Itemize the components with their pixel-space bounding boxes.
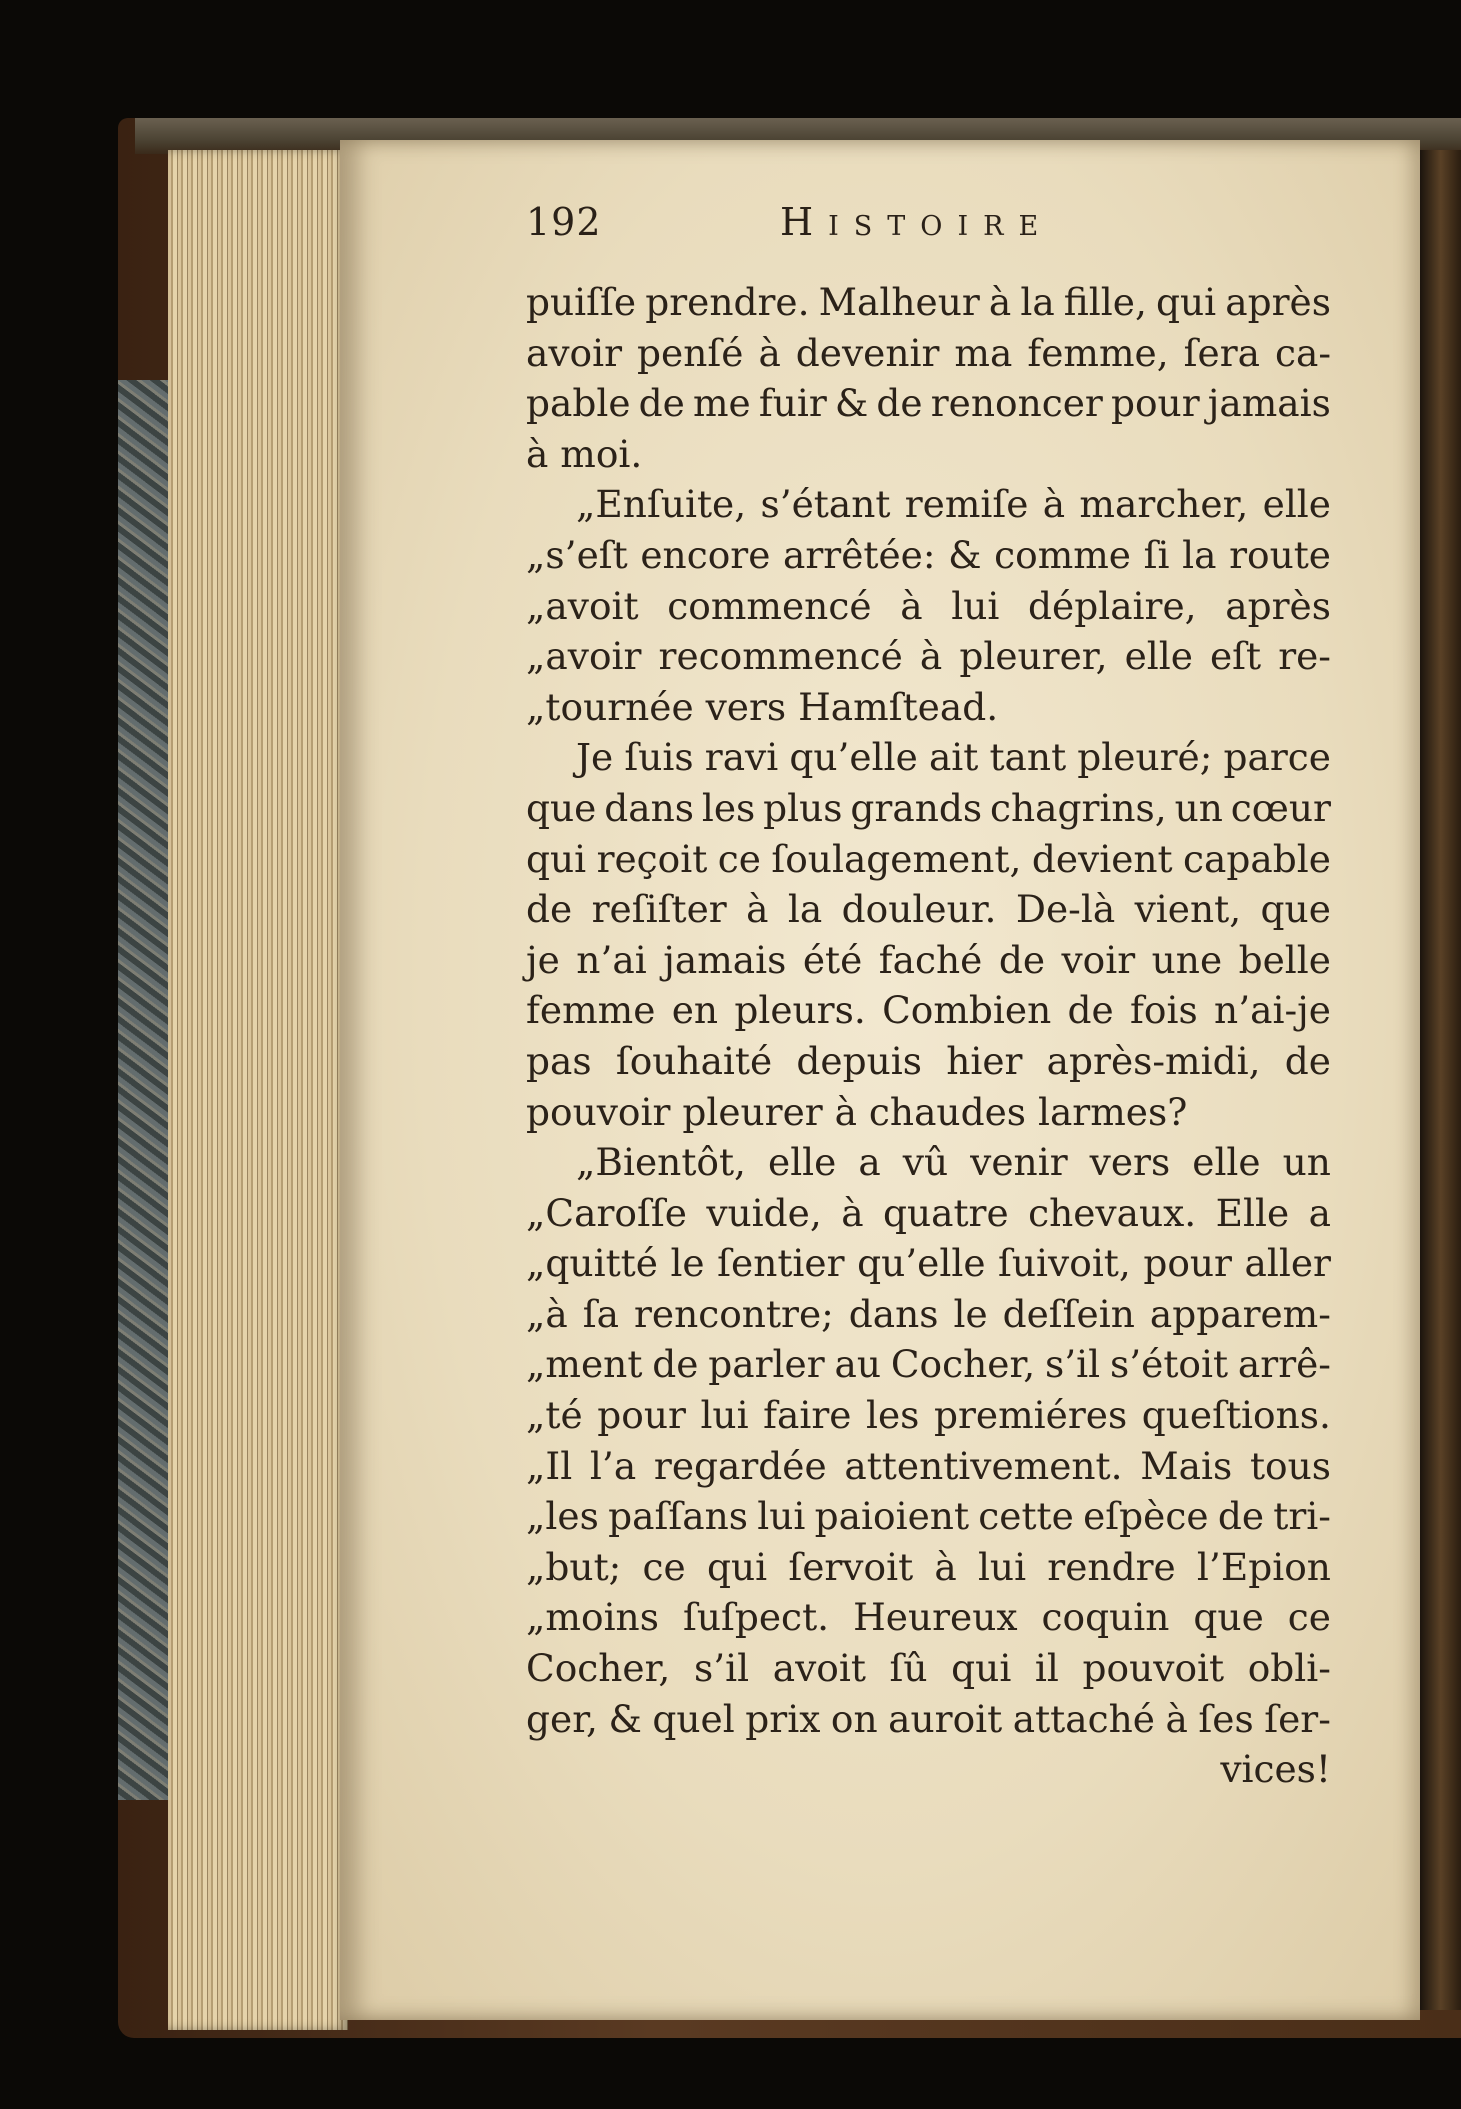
word: chevaux.: [1028, 1190, 1197, 1235]
word: „but;: [526, 1544, 622, 1589]
word: Combien: [882, 988, 1052, 1033]
word: eſt: [1209, 634, 1262, 679]
word: les: [701, 785, 756, 830]
text-line: [526, 378, 1331, 429]
word: douleur.: [841, 887, 997, 932]
word: ſuſpect.: [682, 1595, 830, 1640]
word: à: [758, 330, 781, 375]
text-line: [526, 1491, 1331, 1542]
word: ſa: [582, 1291, 619, 1336]
line-text: à moi.: [526, 431, 643, 476]
text-line: [526, 1339, 1331, 1390]
word: déplaire,: [1028, 583, 1197, 628]
word: qu’elle: [789, 735, 918, 780]
word: „Enſuite,: [576, 482, 747, 527]
word: femme: [526, 988, 656, 1033]
word: ce: [1287, 1595, 1331, 1640]
word: fois: [1130, 988, 1198, 1033]
word: ſervoit: [788, 1544, 914, 1589]
word: une: [1151, 937, 1223, 982]
word: de: [1217, 1494, 1265, 1539]
word: Heureux: [853, 1595, 1018, 1640]
word: été: [802, 937, 863, 982]
word: lui: [977, 1544, 1027, 1589]
word: à: [1165, 1696, 1188, 1741]
word: s’étoit: [1110, 1342, 1229, 1387]
word: de: [876, 381, 923, 426]
word: elle: [1124, 634, 1193, 679]
word: „Caroſſe: [526, 1190, 687, 1235]
word: la: [1182, 532, 1217, 577]
word: ſera: [1183, 330, 1260, 375]
word: de: [1067, 988, 1114, 1033]
word: quel: [652, 1696, 735, 1741]
word: lui: [951, 583, 1000, 628]
word: vient,: [1134, 887, 1242, 932]
text-line: [526, 1289, 1331, 1340]
word: „à: [526, 1291, 568, 1336]
word: ſentier: [717, 1241, 845, 1286]
word: remiſe: [904, 482, 1029, 527]
word: que: [526, 785, 597, 830]
word: marcher,: [1079, 482, 1249, 527]
text-line: [526, 1441, 1331, 1492]
word: eſpèce: [1083, 1494, 1209, 1539]
word: recommencé: [658, 634, 903, 679]
word: ſuis: [624, 735, 694, 780]
word: ſi: [1143, 532, 1170, 577]
word: elle: [1262, 482, 1331, 527]
word: à: [1042, 482, 1066, 527]
word: cette: [978, 1494, 1074, 1539]
word: de: [652, 1342, 699, 1387]
word: à: [841, 1190, 864, 1235]
word: „Bientôt,: [576, 1140, 746, 1185]
word: Mais: [1140, 1443, 1233, 1488]
word: faire: [763, 1393, 852, 1438]
text-line: [526, 277, 1331, 328]
word: arrêtée:: [783, 532, 936, 577]
word: au: [834, 1342, 882, 1387]
word: de: [526, 887, 573, 932]
word: ſouhaité: [615, 1038, 773, 1083]
word: depuis: [796, 1038, 922, 1083]
word: à: [988, 280, 1012, 324]
word: penſé: [637, 330, 744, 375]
word: „Il: [526, 1443, 573, 1488]
word: à: [934, 1544, 957, 1589]
word: après-midi,: [1046, 1038, 1261, 1083]
word: pour: [1143, 1241, 1232, 1286]
word: quatre: [882, 1190, 1009, 1235]
word: s’il: [1045, 1342, 1101, 1387]
word: tri-: [1273, 1494, 1331, 1539]
text-line: [526, 1694, 1331, 1745]
word: reçoit: [596, 836, 708, 881]
word: pleuré;: [1077, 735, 1213, 780]
text-line: [526, 1137, 1331, 1188]
text-line: [526, 1744, 1331, 1795]
line-text: pouvoir pleurer à chaudes larmes?: [526, 1089, 1188, 1134]
word: je: [526, 937, 560, 982]
word: l’Epion: [1196, 1544, 1331, 1589]
word: tant: [989, 735, 1067, 780]
word: capable: [1183, 836, 1331, 881]
text-line: [526, 631, 1331, 682]
word: attaché: [1012, 1696, 1155, 1741]
word: „ment: [526, 1342, 643, 1387]
word: le: [953, 1291, 988, 1336]
word: attentivement.: [844, 1443, 1123, 1488]
right-binding-edge: [1420, 150, 1461, 2010]
word: de: [1284, 1038, 1331, 1083]
text-line: [526, 935, 1331, 986]
word: plus: [763, 785, 843, 830]
word: qui: [526, 836, 587, 881]
word: comme: [994, 532, 1131, 577]
word: ſes: [1198, 1696, 1254, 1741]
word: venir: [970, 1140, 1068, 1185]
word: de: [638, 381, 685, 426]
word: de: [998, 937, 1046, 982]
word: qui: [706, 1544, 768, 1589]
word: ſuivoit,: [998, 1241, 1131, 1286]
word: reſiſter: [591, 887, 727, 932]
word: &: [834, 381, 869, 426]
text-line: [526, 1036, 1331, 1087]
page-fore-edge: [168, 150, 348, 2030]
word: un: [1174, 785, 1223, 830]
word: prendre.: [645, 280, 810, 324]
word: vers: [1089, 1140, 1171, 1185]
word: les: [866, 1393, 920, 1438]
word: après: [1225, 583, 1331, 628]
word: ma: [954, 330, 1013, 375]
word: devenir: [795, 330, 940, 375]
text-line: [526, 783, 1331, 834]
line-text: vices!: [1220, 1747, 1331, 1792]
word: Cocher,: [890, 1342, 1036, 1387]
text-line: [526, 1087, 1331, 1138]
word: le: [670, 1241, 705, 1286]
word: à: [900, 583, 923, 628]
word: Je: [576, 735, 614, 780]
word: l’a: [589, 1443, 637, 1488]
word: regardée: [653, 1443, 827, 1488]
word: jamais: [1207, 381, 1331, 426]
word: ſû: [889, 1646, 928, 1691]
word: pleurs.: [734, 988, 866, 1033]
word: ce: [717, 836, 761, 881]
word: s’il: [693, 1646, 750, 1691]
word: la: [787, 887, 823, 932]
word: dans: [604, 785, 694, 830]
word: pour: [1110, 381, 1200, 426]
word: à: [746, 887, 769, 932]
word: paioient: [814, 1494, 970, 1539]
word: pour: [597, 1393, 686, 1438]
word: jamais: [663, 937, 787, 982]
text-line: [526, 1238, 1331, 1289]
word: qui: [951, 1646, 1012, 1691]
text-line: [526, 1390, 1331, 1441]
word: que: [1260, 887, 1331, 932]
word: qu’elle: [857, 1241, 986, 1286]
word: coquin: [1041, 1595, 1170, 1640]
word: elle: [1192, 1140, 1261, 1185]
word: hier: [946, 1038, 1023, 1083]
text-line: [526, 1643, 1331, 1694]
word: belle: [1238, 937, 1331, 982]
text-line: [526, 884, 1331, 935]
word: ſoulagement,: [771, 836, 1022, 881]
word: avoir: [526, 330, 623, 375]
word: obli-: [1247, 1646, 1331, 1691]
text-line: [526, 732, 1331, 783]
word: „té: [526, 1393, 583, 1438]
word: „quitté: [526, 1241, 658, 1286]
word: pable: [526, 381, 631, 426]
text-line: [526, 1592, 1331, 1643]
text-line: [526, 985, 1331, 1036]
word: De-là: [1015, 887, 1116, 932]
line-text: „tournée vers Hamſtead.: [526, 684, 999, 729]
word: ſer-: [1264, 1696, 1331, 1741]
word: en: [671, 988, 719, 1033]
word: n’ai: [576, 937, 647, 982]
word: n’ai-je: [1214, 988, 1331, 1033]
word: la: [1020, 280, 1055, 324]
word: parler: [708, 1342, 825, 1387]
word: grands: [850, 785, 983, 830]
word: dans: [848, 1291, 939, 1336]
word: lui: [700, 1393, 749, 1438]
word: avoit: [772, 1646, 866, 1691]
word: vuide,: [706, 1190, 822, 1235]
word: faché: [878, 937, 983, 982]
text-line: [526, 581, 1331, 632]
word: deſſein: [1002, 1291, 1135, 1336]
word: puiſſe: [526, 280, 637, 324]
word: queſtions.: [1141, 1393, 1331, 1438]
word: „avoir: [526, 634, 642, 679]
word: me: [692, 381, 751, 426]
word: apparem-: [1149, 1291, 1331, 1336]
word: Cocher,: [526, 1646, 671, 1691]
word: un: [1282, 1140, 1331, 1185]
word: rencontre;: [633, 1291, 834, 1336]
word: pleurer,: [959, 634, 1108, 679]
text-line: [526, 834, 1331, 885]
word: fuir: [758, 381, 827, 426]
word: „s’eſt: [526, 532, 628, 577]
word: a: [1308, 1190, 1331, 1235]
word: lui: [757, 1494, 806, 1539]
word: premiéres: [933, 1393, 1128, 1438]
word: arrê-: [1237, 1342, 1331, 1387]
word: voir: [1061, 937, 1136, 982]
word: après: [1225, 280, 1331, 324]
word: prix: [745, 1696, 821, 1741]
word: a: [858, 1140, 881, 1185]
word: ger,: [526, 1696, 598, 1741]
word: „moins: [526, 1595, 659, 1640]
word: ca-: [1274, 330, 1331, 375]
word: fille,: [1063, 280, 1147, 324]
word: re-: [1278, 634, 1331, 679]
word: à: [919, 634, 943, 679]
text-line: [526, 530, 1331, 581]
word: commencé: [667, 583, 872, 628]
word: elle: [768, 1140, 837, 1185]
word: il: [1034, 1646, 1059, 1691]
text-block: [526, 277, 1331, 1795]
word: s’étant: [760, 482, 891, 527]
word: aller: [1244, 1241, 1331, 1286]
text-line: [526, 429, 1331, 480]
word: &: [948, 532, 982, 577]
text-line: [526, 328, 1331, 379]
word: renoncer: [930, 381, 1103, 426]
word: on: [830, 1696, 878, 1741]
text-line: [526, 1542, 1331, 1593]
word: encore: [640, 532, 771, 577]
word: ravi: [704, 735, 779, 780]
word: Malheur: [818, 280, 980, 324]
word: parce: [1223, 735, 1331, 780]
word: auroit: [888, 1696, 1003, 1741]
word: „les: [526, 1494, 599, 1539]
text-line: [526, 1188, 1331, 1239]
word: femme,: [1027, 330, 1169, 375]
word: pas: [526, 1038, 592, 1083]
word: devient: [1031, 836, 1173, 881]
word: tous: [1249, 1443, 1331, 1488]
word: ait: [928, 735, 979, 780]
word: Elle: [1215, 1190, 1290, 1235]
word: qui: [1156, 280, 1217, 324]
word: vû: [902, 1140, 949, 1185]
word: „avoit: [526, 583, 639, 628]
page-number: 192: [526, 200, 602, 244]
word: cœur: [1230, 785, 1331, 830]
text-line: [526, 682, 1331, 733]
word: ce: [642, 1544, 686, 1589]
running-head: [0, 200, 1461, 250]
word: que: [1193, 1595, 1264, 1640]
word: paſſans: [608, 1494, 748, 1539]
word: &: [608, 1696, 642, 1741]
text-line: [526, 479, 1331, 530]
running-title: Histoire: [780, 200, 1054, 244]
word: chagrins,: [989, 785, 1167, 830]
word: pouvoit: [1082, 1646, 1225, 1691]
word: rendre: [1047, 1544, 1176, 1589]
word: route: [1229, 532, 1331, 577]
